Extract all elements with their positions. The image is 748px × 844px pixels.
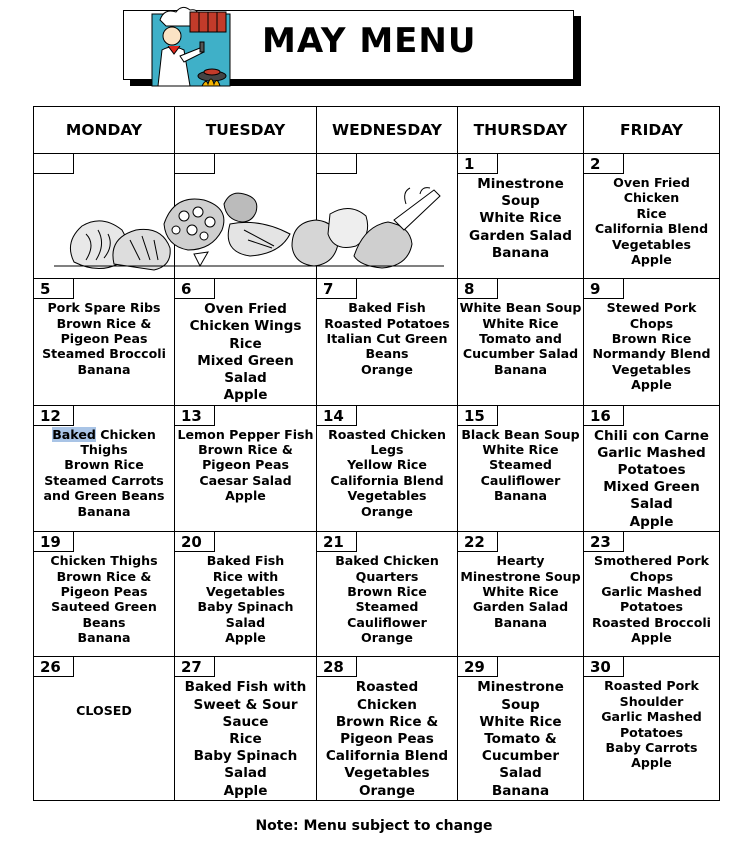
- menu-items: [175, 679, 316, 799]
- menu-items: [175, 553, 316, 645]
- menu-item: Apple: [223, 782, 268, 799]
- day-number: 20: [175, 532, 215, 552]
- menu-item: Quarters: [355, 568, 419, 584]
- menu-item: Baked Fish: [348, 300, 426, 316]
- day-number: 27: [175, 657, 215, 677]
- menu-item: Stewed Pork: [606, 300, 697, 316]
- menu-item: White Rice: [482, 583, 559, 599]
- menu-item: Salad: [499, 765, 542, 782]
- menu-item: Thighs: [80, 442, 128, 458]
- day-cell: [458, 532, 584, 657]
- menu-item: Sauteed Green: [51, 599, 157, 615]
- menu-item: Pigeon Peas: [60, 331, 148, 347]
- menu-item: Steamed: [489, 457, 552, 473]
- chef-cooking-icon: [150, 6, 232, 90]
- day-cell: [584, 532, 720, 657]
- menu-item: Steamed Broccoli: [42, 346, 166, 362]
- menu-items: [584, 300, 719, 392]
- menu-items: [175, 427, 316, 504]
- menu-item: Lemon Pepper Fish: [177, 426, 314, 442]
- menu-item: California Blend: [330, 472, 444, 488]
- menu-item: Pigeon Peas: [340, 730, 434, 747]
- menu-items: [317, 679, 457, 799]
- menu-item: Potatoes: [619, 724, 684, 740]
- menu-item: Minestrone Soup: [460, 568, 581, 584]
- menu-item: Brown Rice &: [56, 568, 152, 584]
- menu-item: Apple: [225, 630, 266, 646]
- day-cell: [34, 405, 175, 531]
- menu-items: [584, 678, 719, 770]
- menu-item: Chili con Carne: [594, 427, 709, 444]
- day-number: 14: [317, 406, 357, 426]
- day-cell: [175, 532, 317, 657]
- page-title: MAY MENU: [262, 21, 477, 61]
- vegetables-illustration: [34, 184, 457, 272]
- menu-item: White Rice: [479, 210, 562, 227]
- day-cell: [317, 405, 458, 531]
- menu-item: and Green Beans: [43, 488, 165, 504]
- week-row: [34, 279, 720, 405]
- menu-item: Banana: [77, 630, 131, 646]
- menu-item: Baby Spinach: [193, 748, 298, 765]
- day-number: 5: [34, 279, 74, 299]
- menu-item: Mixed Green: [603, 479, 700, 496]
- menu-item: Salad: [630, 496, 673, 513]
- weekday-header: FRIDAY: [584, 107, 720, 154]
- menu-item: Garden Salad: [472, 599, 569, 615]
- day-number: 28: [317, 657, 357, 677]
- menu-item: Tomato and: [479, 331, 562, 347]
- footer-note: Note: Menu subject to change: [255, 818, 493, 834]
- day-cell: [317, 657, 458, 801]
- menu-item: California Blend: [594, 221, 709, 237]
- day-number: [317, 154, 357, 174]
- week-row: [34, 405, 720, 531]
- menu-item: Banana: [77, 503, 131, 519]
- menu-item: White Rice: [482, 442, 559, 458]
- menu-items: [458, 176, 583, 262]
- week-row: [34, 532, 720, 657]
- menu-item: Rice: [636, 205, 667, 221]
- menu-item: Chops: [629, 568, 674, 584]
- menu-item: Cucumber: [481, 748, 560, 765]
- menu-item: Vegetables: [347, 488, 427, 504]
- menu-item: Baked Fish: [206, 553, 285, 569]
- day-cell: [175, 279, 317, 405]
- menu-item: Chops: [629, 315, 674, 331]
- day-number: 30: [584, 657, 624, 677]
- menu-item: Vegetables: [611, 236, 692, 252]
- menu-item: Roasted Chicken: [328, 426, 446, 442]
- menu-item: Cauliflower: [480, 472, 561, 488]
- menu-item: Orange: [358, 782, 416, 799]
- day-number: 26: [34, 657, 74, 677]
- menu-item: Beans: [365, 346, 409, 362]
- menu-item: Roasted Broccoli: [592, 614, 711, 630]
- menu-item: Brown Rice &: [335, 713, 439, 730]
- menu-item: Baby Carrots: [605, 739, 698, 755]
- menu-item: White Bean Soup: [459, 300, 582, 316]
- menu-item: Cucumber Salad: [462, 346, 579, 362]
- menu-item: Garlic Mashed: [601, 709, 702, 725]
- menu-item: Apple: [223, 387, 268, 404]
- day-number: [34, 154, 74, 174]
- menu-item: Steamed Carrots: [44, 472, 164, 488]
- menu-item: Baked Fish with: [184, 679, 307, 696]
- weekday-header: MONDAY: [34, 107, 175, 154]
- day-number: 23: [584, 532, 624, 552]
- menu-item: Minestrone: [477, 679, 564, 696]
- menu-items: [34, 300, 174, 377]
- menu-items: [458, 553, 583, 630]
- menu-item: Baked Chicken: [335, 553, 439, 569]
- day-cell: [458, 154, 584, 279]
- menu-items: [317, 300, 457, 377]
- day-cell: [584, 154, 720, 279]
- day-cell: [584, 657, 720, 801]
- menu-item: Oven Fried: [613, 175, 690, 190]
- weekday-header: WEDNESDAY: [317, 107, 458, 154]
- menu-item: Chicken Wings: [189, 318, 302, 335]
- menu-item: Roasted Potatoes: [324, 315, 450, 331]
- day-cell: [458, 657, 584, 801]
- day-number: 8: [458, 279, 498, 299]
- menu-item: Smothered Pork: [594, 553, 709, 569]
- menu-item: Roasted: [355, 679, 419, 696]
- day-cell: [34, 657, 175, 801]
- menu-item: Vegetables: [344, 765, 430, 782]
- menu-item: Chicken: [623, 190, 680, 206]
- day-number: 13: [175, 406, 215, 426]
- menu-items: [458, 300, 583, 377]
- menu-item: White Rice: [479, 713, 562, 730]
- menu-item: Rice: [229, 730, 262, 747]
- day-number: 15: [458, 406, 498, 426]
- menu-item: Salad: [224, 370, 267, 387]
- menu-items: [34, 703, 174, 718]
- menu-item: Orange: [361, 630, 413, 646]
- day-number: [175, 154, 215, 174]
- menu-item: Rice: [229, 335, 262, 352]
- menu-item: Brown Rice &: [56, 315, 152, 331]
- menu-item: Banana: [493, 488, 548, 504]
- menu-item: Apple: [631, 755, 672, 771]
- weekday-header: TUESDAY: [175, 107, 317, 154]
- menu-item: Legs: [370, 442, 404, 458]
- menu-item: Roasted Pork: [604, 678, 699, 694]
- menu-item: Garlic Mashed: [597, 444, 706, 461]
- menu-item: Oven Fried: [204, 301, 287, 318]
- menu-item: Soup: [501, 696, 540, 713]
- day-number: 7: [317, 279, 357, 299]
- day-number: 29: [458, 657, 498, 677]
- menu-item: Potatoes: [617, 462, 686, 479]
- menu-items: [175, 301, 316, 404]
- menu-item: Black Bean Soup: [461, 426, 580, 442]
- menu-items: [458, 427, 583, 504]
- menu-item: Banana: [493, 614, 548, 630]
- menu-item: Mixed Green: [197, 352, 294, 369]
- day-cell: [34, 532, 175, 657]
- menu-item: Brown Rice: [347, 583, 427, 599]
- day-number: 16: [584, 406, 624, 426]
- day-number: 1: [458, 154, 498, 174]
- menu-item: Salad: [224, 765, 267, 782]
- week-row: [34, 657, 720, 801]
- menu-item: Apple: [629, 513, 674, 530]
- menu-item: Banana: [491, 244, 550, 261]
- day-cell: [34, 154, 175, 279]
- menu-item: Garlic Mashed: [601, 583, 702, 599]
- menu-item: Chicken Thighs: [50, 553, 158, 569]
- weekday-header-row: [34, 107, 720, 154]
- day-cell: [34, 279, 175, 405]
- menu-item: Orange: [361, 361, 413, 377]
- day-cell: [317, 532, 458, 657]
- menu-items: [584, 428, 719, 531]
- menu-item: Banana: [491, 782, 550, 799]
- menu-items: [584, 175, 719, 267]
- day-cell: [458, 405, 584, 531]
- menu-item: Hearty: [496, 553, 545, 569]
- menu-item: Tomato &: [484, 730, 557, 747]
- day-number: 2: [584, 154, 624, 174]
- menu-item: Apple: [631, 252, 672, 268]
- menu-item: Soup: [501, 193, 540, 210]
- week-row: [34, 154, 720, 279]
- menu-item: Minestrone: [477, 176, 564, 192]
- menu-item: Potatoes: [619, 599, 684, 615]
- day-cell: [584, 405, 720, 531]
- menu-item: Pork Spare Ribs: [47, 300, 161, 316]
- menu-item: Banana: [493, 361, 548, 377]
- menu-items: [34, 553, 174, 645]
- menu-item: California Blend: [325, 748, 449, 765]
- menu-item: Steamed: [355, 599, 419, 615]
- menu-item: Caesar Salad: [199, 472, 292, 488]
- menu-item: Cauliflower: [347, 614, 427, 630]
- menu-item: Apple: [631, 377, 672, 393]
- day-cell: [458, 279, 584, 405]
- day-cell: [317, 279, 458, 405]
- menu-item: Vegetables: [611, 361, 692, 377]
- menu-item: Apple: [225, 488, 266, 504]
- day-cell: [175, 405, 317, 531]
- menu-item: Baby Spinach: [197, 599, 294, 615]
- weekday-header: THURSDAY: [458, 107, 584, 154]
- menu-item: Chicken: [357, 696, 417, 713]
- day-number: 19: [34, 532, 74, 552]
- menu-item: Baked Chicken: [52, 426, 156, 442]
- menu-item: Garden Salad: [469, 227, 572, 244]
- day-cell: [175, 657, 317, 801]
- menu-item: Shoulder: [619, 693, 684, 709]
- menu-item: Orange: [361, 503, 413, 519]
- menu-item: Vegetables: [205, 583, 286, 599]
- menu-item: Apple: [631, 630, 672, 646]
- menu-item: Normandy Blend: [592, 346, 711, 362]
- menu-item: Brown Rice &: [198, 442, 293, 458]
- menu-items: [317, 553, 457, 645]
- day-number: 12: [34, 406, 74, 426]
- menu-items: [584, 553, 719, 645]
- menu-item: Beans: [82, 614, 126, 630]
- menu-item: Italian Cut Green: [326, 331, 448, 347]
- menu-items: [458, 679, 583, 799]
- day-number: 9: [584, 279, 624, 299]
- menu-item: Brown Rice: [64, 457, 144, 473]
- menu-item: Sauce: [222, 713, 269, 730]
- menu-item: Yellow Rice: [347, 457, 427, 473]
- day-number: 21: [317, 532, 357, 552]
- menu-item: Salad: [225, 614, 266, 630]
- menu-item: Pigeon Peas: [60, 583, 148, 599]
- menu-item: Rice with: [212, 568, 279, 584]
- menu-item: Brown Rice: [611, 331, 692, 347]
- menu-item: White Rice: [482, 315, 559, 331]
- menu-items: [34, 427, 174, 519]
- text-selection-highlight: Baked: [52, 426, 96, 442]
- menu-calendar: [33, 106, 720, 801]
- day-number: 22: [458, 532, 498, 552]
- day-cell: [584, 279, 720, 405]
- menu-item: Pigeon Peas: [202, 457, 289, 473]
- menu-items: [317, 427, 457, 519]
- menu-item: Sweet & Sour: [193, 696, 298, 713]
- day-number: 6: [175, 279, 215, 299]
- menu-item: CLOSED: [76, 703, 132, 719]
- menu-item: Banana: [77, 361, 131, 377]
